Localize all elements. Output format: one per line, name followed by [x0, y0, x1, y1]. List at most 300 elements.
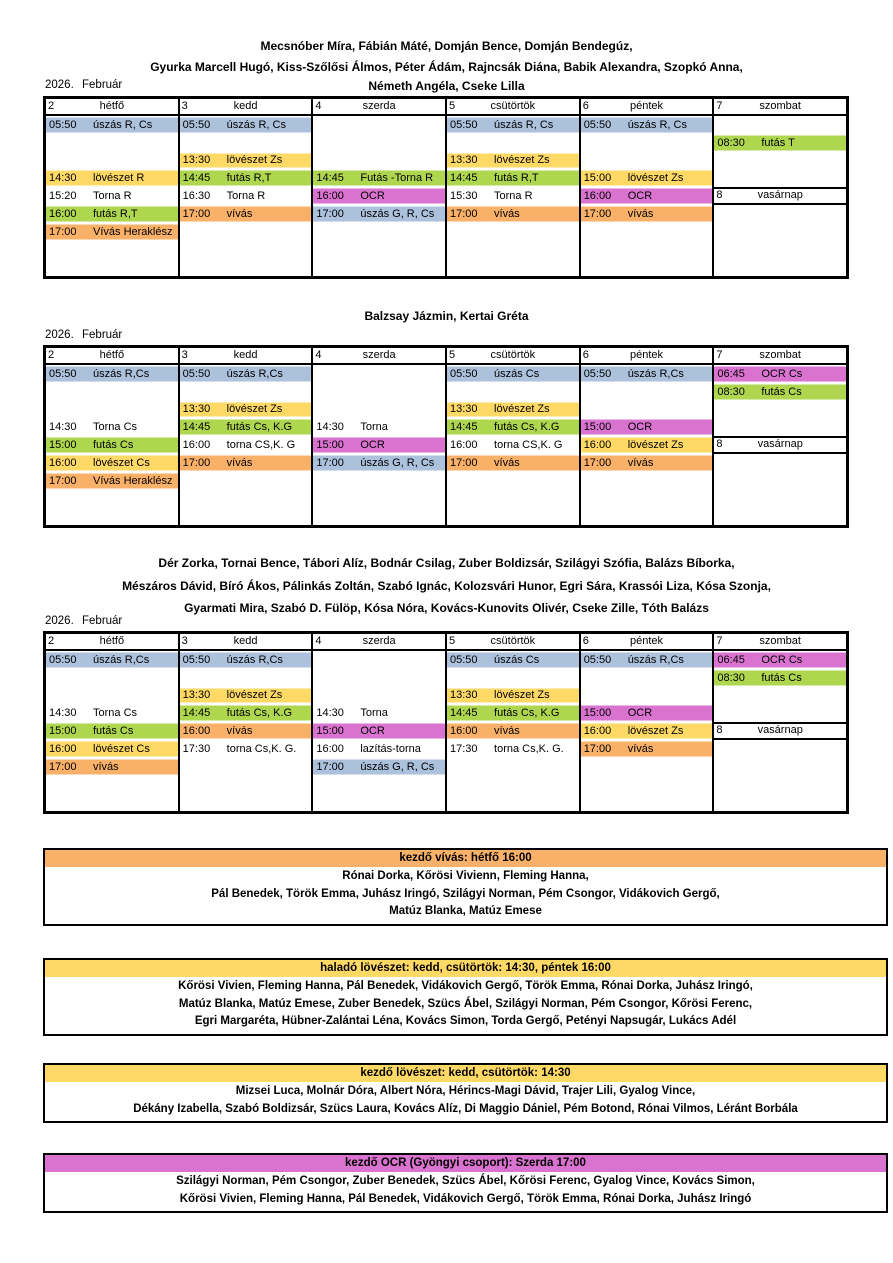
time-cell: 05:50: [49, 653, 77, 666]
schedule-row: [180, 740, 312, 758]
day-header: [46, 634, 178, 651]
time-cell: 05:50: [583, 653, 612, 666]
activity-cell: lövészet Zs: [494, 154, 550, 167]
schedule-row-empty: [313, 651, 445, 669]
schedule-row-empty: [180, 758, 312, 776]
weekend-column: [714, 348, 846, 525]
time-cell: 15:00: [316, 725, 344, 738]
schedule-row: [447, 651, 579, 669]
schedule-row: [180, 365, 312, 383]
activity-cell: futás Cs: [93, 439, 134, 452]
activity-cell: Torna Cs: [93, 707, 138, 720]
notice-body: [45, 867, 886, 924]
time-cell: 17:00: [583, 742, 612, 755]
activity-cell: Torna: [360, 707, 388, 720]
schedule-row-empty: [581, 776, 713, 794]
time-cell: 14:45: [182, 172, 211, 185]
time-cell: 05:50: [49, 118, 77, 131]
schedule-row: [447, 722, 579, 740]
date-month: Február: [82, 329, 123, 341]
calendar-table: [43, 345, 849, 528]
day-header: [313, 99, 445, 116]
schedule-row-empty: [313, 793, 445, 811]
schedule-row: [581, 436, 713, 454]
schedule-row-empty: [180, 241, 312, 259]
schedule-row-empty: [714, 401, 846, 419]
schedule-row: [581, 205, 713, 223]
schedule-row: [313, 740, 445, 758]
schedule-row-empty: [447, 241, 579, 259]
time-cell: 14:45: [316, 172, 344, 185]
activity-cell: lövészet Cs: [93, 456, 150, 469]
activity-cell: úszás R,Cs: [226, 653, 283, 666]
time-cell: 06:45: [717, 367, 745, 380]
schedule-row-empty: [46, 490, 178, 508]
schedule-row-empty: [714, 776, 846, 794]
time-cell: 06:45: [717, 653, 745, 666]
day-header: [447, 348, 579, 365]
time-cell: 16:00: [316, 742, 344, 755]
notice-header: kezdő OCR (Gyöngyi csoport): Szerda 17:00: [45, 1155, 886, 1172]
day-header: [180, 348, 312, 365]
schedule-row-empty: [581, 472, 713, 490]
schedule-row: [714, 134, 846, 152]
day-header: [313, 634, 445, 651]
schedule-row: [714, 669, 846, 687]
schedule-row: [180, 704, 312, 722]
schedule-row: [180, 722, 312, 740]
time-cell: 17:30: [450, 742, 478, 755]
schedule-row-empty: [714, 472, 846, 490]
time-cell: 14:45: [450, 707, 478, 720]
schedule-row-empty: [180, 134, 312, 152]
day-column: [447, 348, 581, 525]
activity-cell: Torna Cs: [93, 421, 138, 434]
schedule-row: [46, 704, 178, 722]
schedule-row: [46, 758, 178, 776]
schedule-row: [447, 205, 579, 223]
time-cell: 15:00: [583, 421, 612, 434]
time-cell: 15:20: [49, 190, 77, 203]
schedule-row-empty: [714, 258, 846, 276]
schedule-row: [180, 401, 312, 419]
time-cell: 05:50: [583, 367, 612, 380]
activity-cell: OCR: [627, 707, 653, 720]
day-header: [581, 634, 713, 651]
day-number: 8: [716, 438, 723, 451]
time-cell: 15:30: [450, 190, 478, 203]
activity-cell: úszás Cs: [494, 653, 540, 666]
day-name: péntek: [630, 635, 664, 647]
activity-cell: futás R,T: [226, 172, 272, 185]
schedule-row-empty: [313, 490, 445, 508]
schedule-row: [581, 365, 713, 383]
notice-names-line: Rónai Dorka, Kőrösi Vivienn, Fleming Hanna,: [342, 870, 589, 882]
schedule-row: [447, 454, 579, 472]
schedule-row-empty: [714, 740, 846, 758]
schedule-row-empty: [714, 116, 846, 134]
schedule-row: [180, 205, 312, 223]
schedule-row: [46, 365, 178, 383]
schedule-row: [447, 704, 579, 722]
schedule-row: [447, 740, 579, 758]
day-number: 6: [582, 349, 589, 361]
activity-cell: vívás: [627, 207, 654, 220]
schedule-row-empty: [581, 490, 713, 508]
time-cell: 05:50: [450, 653, 478, 666]
time-cell: 08:30: [717, 136, 745, 149]
activity-cell: futás Cs, K.G: [226, 421, 293, 434]
schedule-row: [46, 740, 178, 758]
activity-cell: futás R,T: [494, 172, 539, 185]
schedule-row: [581, 418, 713, 436]
time-cell: 05:50: [182, 367, 211, 380]
student-names-line: Németh Angéla, Cseke Lilla: [368, 79, 525, 93]
day-column: [180, 634, 314, 811]
schedule-row: [581, 740, 713, 758]
sunday-header: [714, 436, 846, 454]
time-cell: 17:00: [450, 207, 478, 220]
saturday-header: [714, 634, 846, 651]
notice-names-line: Mizsei Luca, Molnár Dóra, Albert Nóra, Hérincs-Magi Dávid, Trajer Lili, Gyalog Vince,: [235, 1085, 696, 1097]
schedule-row-empty: [581, 152, 713, 170]
schedule-row: [313, 436, 445, 454]
time-cell: 05:50: [450, 367, 478, 380]
schedule-row-empty: [581, 669, 713, 687]
notice-names-line: Dékány Izabella, Szabó Boldizsár, Szücs Laura, Kovács Alíz, Di Maggio Dániel, Pém Botond, Rónai Vilmos, Léránt Borbála: [133, 1102, 798, 1115]
schedule-row-empty: [46, 134, 178, 152]
activity-cell: lövészet Zs: [627, 725, 684, 738]
notice-body: [45, 1082, 886, 1121]
schedule-row-empty: [313, 687, 445, 705]
day-header: [447, 99, 579, 116]
notice-block: [43, 1063, 888, 1123]
day-column: [313, 348, 447, 525]
schedule-row: [447, 116, 579, 134]
day-name: szombat: [759, 100, 801, 112]
time-cell: 17:00: [316, 760, 344, 773]
schedule-row-empty: [714, 490, 846, 508]
activity-cell: futás T: [761, 136, 795, 149]
time-cell: 16:00: [583, 439, 612, 452]
schedule-row-empty: [447, 669, 579, 687]
schedule-row-empty: [581, 223, 713, 241]
schedule-row-empty: [313, 152, 445, 170]
activity-cell: OCR: [360, 439, 385, 452]
time-cell: 15:00: [49, 439, 77, 452]
day-column: [46, 348, 180, 525]
time-cell: 16:00: [583, 190, 612, 203]
day-name: kedd: [233, 635, 258, 647]
day-number: 2: [48, 635, 55, 647]
activity-cell: OCR Cs: [761, 653, 803, 666]
schedule-row: [581, 169, 713, 187]
schedule-row-empty: [714, 241, 846, 259]
day-column: [46, 99, 180, 276]
schedule-row-empty: [313, 258, 445, 276]
day-name: kedd: [233, 100, 258, 112]
activity-cell: lövészet Zs: [627, 172, 684, 185]
time-cell: 17:00: [450, 456, 478, 469]
saturday-header: [714, 348, 846, 365]
activity-cell: vívás: [494, 725, 520, 738]
schedule-row-empty: [46, 258, 178, 276]
schedule-row: [313, 454, 445, 472]
student-names-line: Mészáros Dávid, Bíró Ákos, Pálinkás Zoltán, Szabó Ignác, Kolozsvári Hunor, Egri Sára, Krassói Liza, Kósa Szonja,: [122, 579, 771, 593]
sunday-header: [714, 187, 846, 205]
schedule-row: [46, 651, 178, 669]
day-name: szombat: [759, 635, 801, 647]
time-cell: 16:00: [182, 725, 211, 738]
schedule-row: [180, 169, 312, 187]
activity-cell: torna CS,K. G: [226, 439, 296, 452]
day-column: [447, 99, 581, 276]
schedule-row-empty: [313, 472, 445, 490]
day-number: 7: [716, 349, 723, 361]
schedule-row-empty: [714, 223, 846, 241]
schedule-row: [180, 187, 312, 205]
time-cell: 13:30: [182, 689, 211, 702]
time-cell: 17:30: [182, 742, 211, 755]
schedule-row: [581, 187, 713, 205]
schedule-row: [447, 169, 579, 187]
schedule-row: [313, 187, 445, 205]
schedule-row-empty: [46, 687, 178, 705]
time-cell: 17:00: [583, 207, 612, 220]
time-cell: 14:45: [450, 421, 478, 434]
activity-cell: OCR: [360, 190, 385, 203]
schedule-row-empty: [46, 152, 178, 170]
day-name: hétfő: [99, 635, 125, 647]
schedule-row-empty: [447, 472, 579, 490]
activity-cell: vívás: [226, 725, 253, 738]
activity-cell: lövészet Zs: [226, 403, 283, 416]
student-names-line: Gyurka Marcell Hugó, Kiss-Szőlősi Álmos, Péter Ádám, Rajncsák Diána, Babik Alexandra, Szopkó Anna,: [150, 60, 743, 74]
schedule-row: [581, 116, 713, 134]
schedule-row-empty: [180, 793, 312, 811]
activity-cell: úszás R, Cs: [93, 118, 153, 131]
time-cell: 13:30: [450, 403, 478, 416]
day-header: [581, 348, 713, 365]
activity-cell: lövészet Zs: [627, 439, 684, 452]
schedule-row-empty: [714, 793, 846, 811]
time-cell: 13:30: [450, 154, 478, 167]
time-cell: 15:00: [583, 707, 612, 720]
schedule-row-empty: [313, 776, 445, 794]
time-cell: 08:30: [717, 385, 745, 398]
activity-cell: úszás R,Cs: [93, 367, 150, 380]
time-cell: 13:30: [182, 154, 211, 167]
day-number: 5: [449, 349, 456, 361]
schedule-row: [447, 436, 579, 454]
schedule-row-empty: [46, 507, 178, 525]
day-number: 2: [48, 349, 55, 361]
schedule-row-empty: [46, 401, 178, 419]
notice-header: kezdő lövészet: kedd, csütörtök: 14:30: [45, 1065, 886, 1082]
schedule-row-empty: [581, 758, 713, 776]
notice-header: haladó lövészet: kedd, csütörtök: 14:30, péntek 16:00: [45, 960, 886, 977]
day-column: [581, 99, 715, 276]
day-number: 7: [716, 635, 723, 647]
activity-cell: úszás Cs: [494, 367, 540, 380]
schedule-row-empty: [447, 793, 579, 811]
schedule-row-empty: [180, 472, 312, 490]
day-name: szerda: [362, 635, 396, 647]
schedule-row-empty: [180, 223, 312, 241]
time-cell: 17:00: [182, 207, 211, 220]
schedule-row-empty: [313, 365, 445, 383]
schedule-row: [46, 418, 178, 436]
day-number: 5: [449, 100, 456, 112]
day-name: csütörtök: [490, 349, 536, 361]
schedule-row: [180, 687, 312, 705]
schedule-row: [313, 722, 445, 740]
time-cell: 15:00: [583, 172, 612, 185]
notice-names-line: Kőrösi Vivien, Fleming Hanna, Pál Benedek, Vidákovich Gergő, Török Emma, Rónai Dorka, Juhász Iringó: [179, 1192, 752, 1205]
schedule-row-empty: [714, 454, 846, 472]
activity-cell: OCR: [360, 725, 385, 738]
activity-cell: torna Cs,K. G.: [226, 742, 297, 755]
date-month: Február: [82, 79, 123, 91]
date-month: Február: [82, 615, 123, 627]
schedule-row: [581, 651, 713, 669]
time-cell: 17:00: [49, 225, 77, 238]
day-column: [46, 634, 180, 811]
time-cell: 17:00: [49, 760, 77, 773]
activity-cell: lövészet Zs: [494, 689, 550, 702]
day-number: 8: [716, 724, 723, 737]
schedule-row: [46, 116, 178, 134]
schedule-row: [447, 365, 579, 383]
schedule-row: [180, 418, 312, 436]
weekend-column: [714, 634, 846, 811]
day-header: [581, 99, 713, 116]
schedule-row-empty: [447, 134, 579, 152]
schedule-row: [714, 365, 846, 383]
activity-cell: futás Cs: [761, 385, 802, 398]
schedule-row-empty: [447, 223, 579, 241]
time-cell: 05:50: [583, 118, 612, 131]
time-cell: 14:45: [182, 421, 211, 434]
day-name: szerda: [362, 349, 396, 361]
time-cell: 08:30: [717, 671, 745, 684]
schedule-row: [46, 722, 178, 740]
schedule-row-empty: [581, 793, 713, 811]
activity-cell: vívás: [93, 760, 119, 773]
schedule-row-empty: [313, 223, 445, 241]
day-column: [581, 634, 715, 811]
schedule-row: [581, 722, 713, 740]
day-column: [313, 99, 447, 276]
schedule-row: [46, 454, 178, 472]
day-name: szerda: [362, 100, 396, 112]
schedule-row-empty: [447, 758, 579, 776]
schedule-row-empty: [180, 507, 312, 525]
time-cell: 13:30: [182, 403, 211, 416]
student-names-line: Dér Zorka, Tornai Bence, Tábori Alíz, Bodnár Csilag, Zuber Boldizsár, Szilágyi Szófia, Balázs Bíborka,: [158, 556, 735, 570]
day-name: péntek: [630, 349, 664, 361]
schedule-row-empty: [581, 241, 713, 259]
time-cell: 17:00: [316, 456, 344, 469]
activity-cell: futás R,T: [93, 207, 138, 220]
day-number: 6: [582, 635, 589, 647]
time-cell: 13:30: [450, 689, 478, 702]
schedule-row: [46, 187, 178, 205]
day-number: 3: [181, 349, 188, 361]
schedule-row: [180, 454, 312, 472]
schedule-row-empty: [46, 793, 178, 811]
schedule-row-empty: [313, 241, 445, 259]
activity-cell: futás Cs: [761, 671, 802, 684]
saturday-header: [714, 99, 846, 116]
day-column: [180, 99, 314, 276]
time-cell: 05:50: [182, 118, 211, 131]
activity-cell: Torna R: [93, 190, 132, 203]
time-cell: 14:30: [49, 421, 77, 434]
activity-cell: Torna R: [226, 190, 266, 203]
notice-names-line: Kőrösi Vivien, Fleming Hanna, Pál Benedek, Vidákovich Gergő, Török Emma, Rónai Dorka, Juhász Iringó,: [178, 980, 753, 992]
activity-cell: lövészet R: [93, 172, 145, 185]
day-number: 5: [449, 635, 456, 647]
schedule-row: [447, 152, 579, 170]
day-header: [180, 634, 312, 651]
schedule-row-empty: [447, 258, 579, 276]
day-name: vasárnap: [757, 724, 803, 737]
notice-body: [45, 1172, 886, 1211]
activity-cell: Futás -Torna R: [360, 172, 434, 185]
time-cell: 16:00: [316, 190, 344, 203]
schedule-row-empty: [447, 383, 579, 401]
schedule-row-empty: [447, 776, 579, 794]
schedule-row: [46, 223, 178, 241]
schedule-row-empty: [714, 152, 846, 170]
activity-cell: lövészet Zs: [226, 689, 283, 702]
activity-cell: úszás R, Cs: [627, 118, 687, 131]
weekend-column: [714, 99, 846, 276]
schedule-row: [313, 418, 445, 436]
schedule-row: [447, 418, 579, 436]
time-cell: 05:50: [49, 367, 77, 380]
schedule-row-empty: [581, 383, 713, 401]
schedule-row-empty: [714, 418, 846, 436]
activity-cell: vívás: [627, 456, 654, 469]
activity-cell: torna CS,K. G: [494, 439, 563, 452]
date-year: 2026.: [45, 329, 74, 341]
activity-cell: OCR Cs: [761, 367, 803, 380]
date-label: [45, 329, 122, 341]
schedule-row: [180, 152, 312, 170]
day-name: kedd: [233, 349, 258, 361]
day-number: 4: [315, 349, 322, 361]
calendar-table: [43, 631, 849, 814]
schedule-row-empty: [714, 507, 846, 525]
activity-cell: lazítás-torna: [360, 742, 421, 755]
day-header: [180, 99, 312, 116]
day-number: 4: [315, 100, 322, 112]
activity-cell: lövészet Zs: [494, 403, 550, 416]
schedule-row-empty: [313, 383, 445, 401]
schedule-row: [46, 436, 178, 454]
schedule-row-empty: [581, 401, 713, 419]
activity-cell: úszás G, R, Cs: [360, 207, 435, 220]
day-name: hétfő: [99, 100, 125, 112]
activity-cell: futás Cs, K.G: [226, 707, 293, 720]
time-cell: 17:00: [49, 474, 77, 487]
schedule-row: [313, 205, 445, 223]
schedule-row-empty: [714, 205, 846, 223]
schedule-row: [714, 383, 846, 401]
schedule-row: [447, 401, 579, 419]
